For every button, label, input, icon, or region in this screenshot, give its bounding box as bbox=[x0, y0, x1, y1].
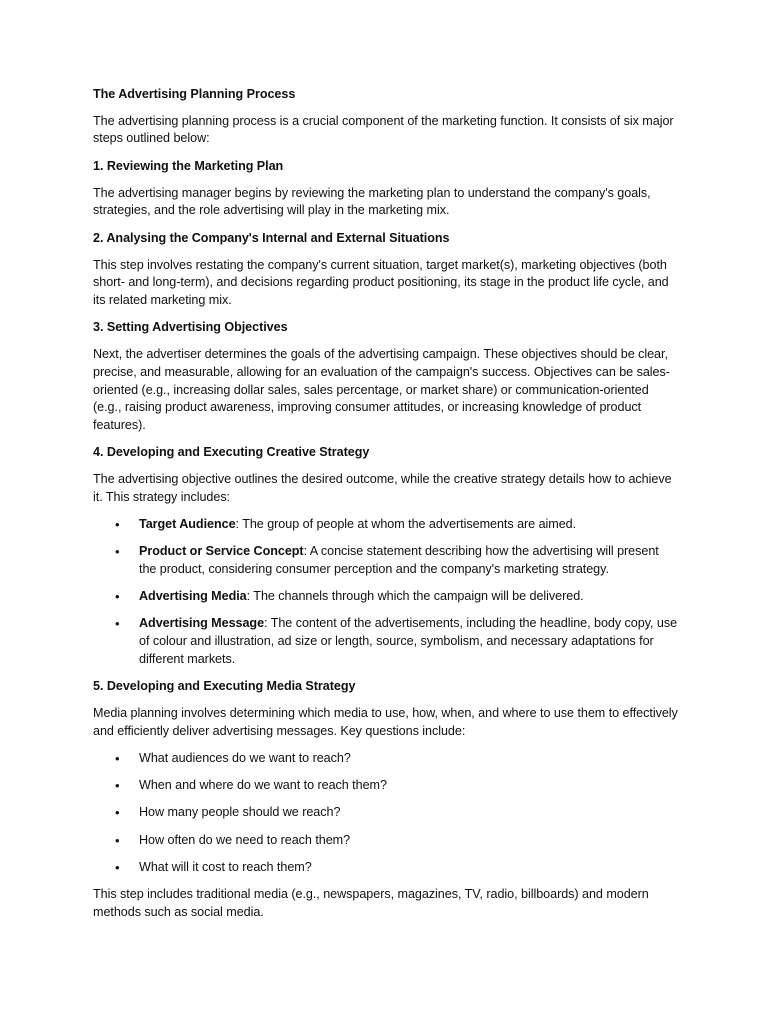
intro-paragraph: The advertising planning process is a crucial component of the marketing function. It consists of six major steps outlined below: bbox=[93, 113, 674, 146]
section-closing-5: This step includes traditional media (e.g., newspapers, magazines, TV, radio, billboards) and modern methods such as social media. bbox=[93, 887, 649, 919]
section-heading-4: 4. Developing and Executing Creative Strategy bbox=[93, 445, 370, 460]
list-item-desc: : A concise statement describing how the advertising will present the product, considering consumer perception and the company's marketing strategy. bbox=[139, 544, 659, 577]
section-text-2: This step involves restating the company's current situation, target market(s), marketing objectives (both short- and long-term), and decisions regarding product positioning, its stage in the product life cycle, and its related marketing mix. bbox=[93, 257, 669, 307]
list-item bbox=[93, 543, 679, 578]
document-title: The Advertising Planning Process bbox=[93, 87, 296, 101]
section-text-5: Media planning involves determining which media to use, how, when, and where to use them to effectively and efficiently deliver advertising messages. Key questions include: bbox=[93, 706, 678, 738]
section-heading-3: 3. Setting Advertising Objectives bbox=[93, 320, 288, 335]
section-text-1: The advertising manager begins by reviewing the marketing plan to understand the company's goals, strategies, and the role advertising will play in the marketing mix. bbox=[93, 185, 651, 218]
list-item: • What audiences do we want to reach? bbox=[93, 750, 679, 768]
list-item-term: Target Audience bbox=[139, 517, 236, 532]
list-item bbox=[93, 615, 679, 668]
section-text-4: The advertising objective outlines the desired outcome, while the creative strategy details how to achieve it. This strategy includes: bbox=[93, 472, 672, 504]
section-text-3: Next, the advertiser determines the goals of the advertising campaign. These objectives should be clear, precise, and measurable, allowing for an evaluation of the campaign's success. Objectives can be sales-oriented (e.g., increasing dollar sales, sales percentage, or market share) or communication-oriented (e.g., raising product awareness, improving consumer attitudes, or increasing knowledge of product features). bbox=[93, 347, 670, 432]
section-heading-2: 2. Analysing the Company's Internal and External Situations bbox=[93, 230, 450, 245]
list-item: • How many people should we reach? bbox=[93, 804, 679, 822]
section-heading-1: 1. Reviewing the Marketing Plan bbox=[93, 158, 284, 173]
list-item-desc: : The group of people at whom the advertisements are aimed. bbox=[235, 517, 577, 532]
list-item: • What will it cost to reach them? bbox=[93, 859, 679, 877]
section-heading-5: 5. Developing and Executing Media Strategy bbox=[93, 679, 356, 693]
document-page bbox=[93, 86, 679, 931]
list-item bbox=[93, 588, 679, 606]
list-item-term: Product or Service Concept bbox=[139, 544, 304, 559]
list-item: • How often do we need to reach them? bbox=[93, 832, 679, 850]
list-item: • When and where do we want to reach them? bbox=[93, 777, 679, 795]
list-item bbox=[93, 516, 679, 534]
list-item-term: Advertising Media bbox=[139, 589, 247, 604]
list-item-desc: : The content of the advertisements, including the headline, body copy, use of colour and illustration, ad size or length, source, symbolism, and necessary adaptations for different markets. bbox=[139, 616, 678, 666]
list-item-desc: : The channels through which the campaign will be delivered. bbox=[246, 589, 584, 604]
media-questions-list bbox=[93, 750, 679, 876]
list-item-term: Advertising Message bbox=[139, 616, 265, 631]
creative-strategy-list bbox=[93, 516, 679, 668]
